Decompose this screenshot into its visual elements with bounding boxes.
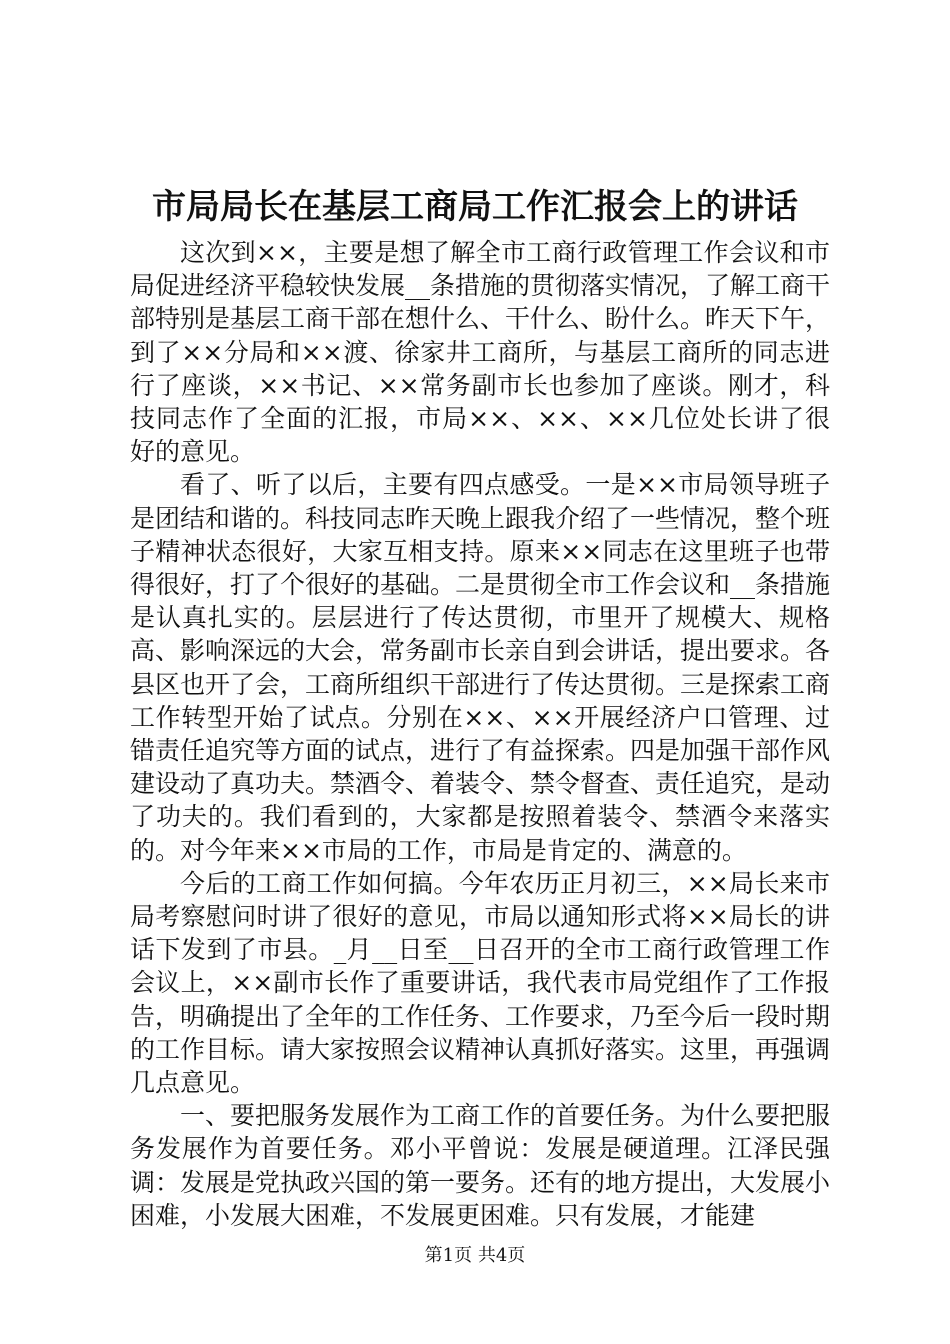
- document-body: [130, 236, 830, 1232]
- paragraph-3: 今后的工商工作如何搞。今年农历正月初三，××局长来市局考察慰问时讲了很好的意见，市局以通知形式将××局长的讲话下发到了市县。_月__日至__日召开的全市工商行政管理工作会议上，××副市长作了重要讲话，我代表市局党组作了工作报告，明确提出了全年的工作任务、工作要求，乃至今后一段时期的工作目标。请大家按照会议精神认真抓好落实。这里，再强调几点意见。: [130, 868, 831, 1098]
- paragraph-4: 一、要把服务发展作为工商工作的首要任务。为什么要把服务发展作为首要任务。邓小平曾说：发展是硬道理。江泽民强调：发展是党执政兴国的第一要务。还有的地方提出，大发展小困难，小发展大困难，不发展更困难。只有发展，才能建: [130, 1101, 831, 1230]
- paragraph-1: 这次到××，主要是想了解全市工商行政管理工作会议和市局促进经济平稳较快发展__条措施的贯彻落实情况，了解工商干部特别是基层工商干部在想什么、干什么、盼什么。昨天下午，到了××分局和××渡、徐家井工商所，与基层工商所的同志进行了座谈，××书记、××常务副市长也参加了座谈。刚才，科技同志作了全面的汇报，市局××、××、××几位处长讲了很好的意见。: [130, 238, 831, 467]
- document-title: 市局局长在基层工商局工作汇报会上的讲话: [152, 187, 798, 227]
- paragraph-2: 看了、听了以后，主要有四点感受。一是××市局领导班子是团结和谐的。科技同志昨天晚上跟我介绍了一些情况，整个班子精神状态很好，大家互相支持。原来××同志在这里班子也带得很好，打了个很好的基础。二是贯彻全市工作会议和__条措施是认真扎实的。层层进行了传达贯彻，市里开了规模大、规格高、影响深远的大会，常务副市长亲自到会讲话，提出要求。各县区也开了会，工商所组织干部进行了传达贯彻。三是探索工商工作转型开始了试点。分别在××、××开展经济户口管理、过错责任追究等方面的试点，进行了有益探索。四是加强干部作风建设动了真功夫。禁酒令、着装令、禁令督查、责任追究，是动了功夫的。我们看到的，大家都是按照着装令、禁酒令来落实的。对今年来××市局的工作，市局是肯定的、满意的。: [130, 470, 831, 865]
- page-number-footer: 第1页 共4页: [424, 1245, 526, 1266]
